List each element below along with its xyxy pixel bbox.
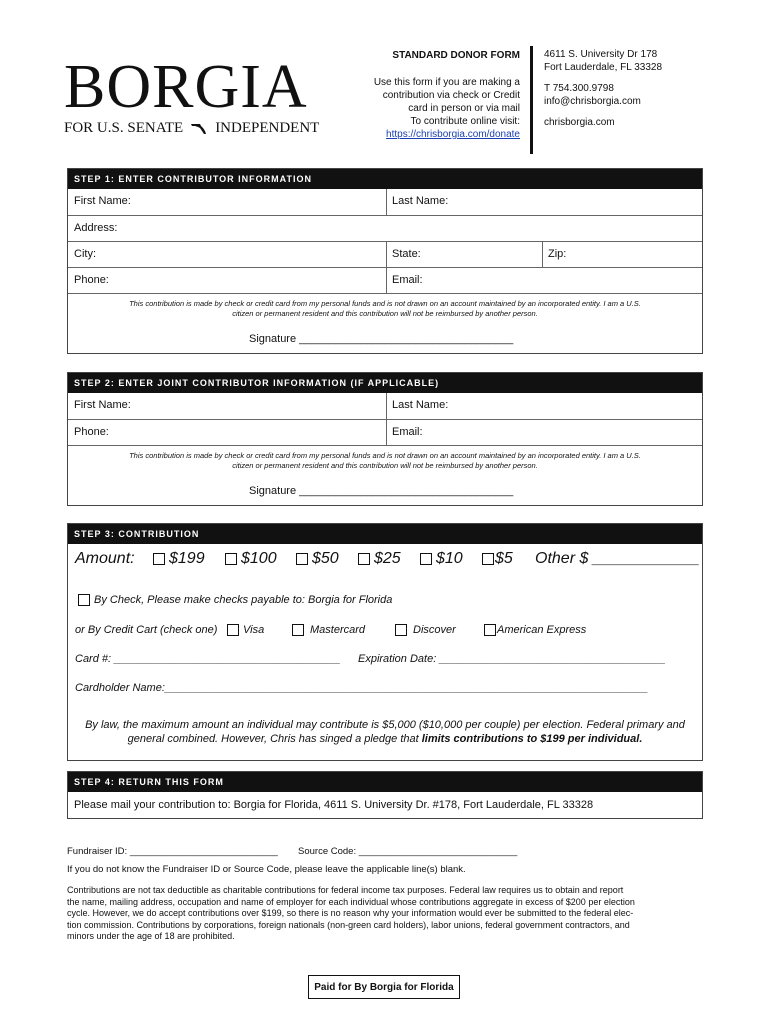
checkbox-icon[interactable] <box>358 553 370 565</box>
step1-title: STEP 1: ENTER CONTRIBUTOR INFORMATION <box>68 169 702 189</box>
other-amount-field[interactable]: Other $ ____________ <box>535 550 700 567</box>
cardholder-field[interactable]: Cardholder Name:_______________________________________________________________________________ <box>75 682 649 694</box>
checkbox-icon[interactable] <box>292 624 304 636</box>
joint-phone-field[interactable]: Phone: <box>68 419 386 445</box>
zip-field[interactable]: Zip: <box>542 241 702 267</box>
checkbox-icon[interactable] <box>395 624 407 636</box>
logo-wordmark: BORGIA <box>64 53 308 121</box>
divider <box>542 241 543 267</box>
amount-value: $199 <box>169 550 205 567</box>
state-field[interactable]: State: <box>386 241 542 267</box>
disclaimer-line: citizen or permanent resident and this contribution will not be reimbursed by another person. <box>232 309 538 318</box>
divider <box>386 241 387 293</box>
address-field[interactable]: Address: <box>68 215 702 241</box>
amount-option-199[interactable] <box>153 550 205 568</box>
mastercard-option[interactable] <box>292 624 365 636</box>
step4-section <box>67 771 703 819</box>
amount-value: $50 <box>312 550 339 567</box>
header-divider <box>530 46 533 154</box>
amount-option-10[interactable] <box>420 550 463 568</box>
desc-line: card in person or via mail <box>408 103 520 114</box>
legal-line: minors under the age of 18 are prohibited. <box>67 931 235 941</box>
blank-note: If you do not know the Fundraiser ID or Source Code, please leave the applicable line(s) blank. <box>67 864 466 875</box>
mail-instructions: Please mail your contribution to: Borgia for Florida, 4611 S. University Dr. #178, Fort Lauderdale, FL 33328 <box>74 799 594 811</box>
logo-independent-text: INDEPENDENT <box>215 120 320 136</box>
step4-title: STEP 4: RETURN THIS FORM <box>68 772 702 792</box>
amount-option-50[interactable] <box>296 550 339 568</box>
desc-line: Use this form if you are making a <box>373 77 520 88</box>
signature-line[interactable]: Signature ___________________________________ <box>249 333 514 345</box>
checkbox-icon[interactable] <box>420 553 432 565</box>
step3-section <box>67 523 703 761</box>
amount-value: $5 <box>495 550 513 567</box>
card-number-field[interactable]: Card #: _____________________________________ <box>75 653 341 665</box>
disclaimer-line: citizen or permanent resident and this contribution will not be reimbursed by another person. <box>232 461 538 470</box>
credit-label: or By Credit Cart (check one) <box>75 624 218 636</box>
divider <box>68 293 702 294</box>
desc-line: contribution via check or Credit <box>382 90 520 101</box>
legal-text <box>67 885 707 943</box>
address-line: Fort Lauderdale, FL 33328 <box>544 62 663 73</box>
phone-text: T 754.300.9798 <box>544 83 614 94</box>
amount-value: $100 <box>241 550 277 567</box>
step1-section <box>67 168 703 354</box>
expiration-field[interactable]: Expiration Date: _____________________________________ <box>358 653 666 665</box>
checkbox-icon[interactable] <box>225 553 237 565</box>
form-description <box>330 76 520 141</box>
law-text: general combined. However, Chris has singed a pledge that <box>127 733 422 745</box>
amount-value: $10 <box>436 550 463 567</box>
disclaimer-line: This contribution is made by check or credit card from my personal funds and is not drawn on an account maintained by an incorporated entity. I am a U.S. <box>129 451 641 460</box>
email-text: info@chrisborgia.com <box>544 96 641 107</box>
city-field[interactable]: City: <box>68 241 386 267</box>
fundraiser-id-field[interactable]: Fundraiser ID: ____________________________ <box>67 846 278 857</box>
joint-signature-line[interactable]: Signature ___________________________________ <box>249 485 514 497</box>
amount-option-5[interactable] <box>482 550 513 568</box>
legal-line: tion commission. Contributions by corporations, foreign nationals (non-green card holders), labor unions, federal government contractors, and <box>67 919 630 930</box>
source-code-field[interactable]: Source Code: ______________________________ <box>298 846 518 857</box>
checkbox-icon[interactable] <box>296 553 308 565</box>
legal-line: the name, mailing address, occupation and name of employer for each individual whose contributions aggregate in excess of $200 per election <box>67 896 635 907</box>
card-label: Mastercard <box>310 624 366 636</box>
form-title: STANDARD DONOR FORM <box>392 50 520 61</box>
borgia-logo <box>64 53 334 137</box>
law-line: By law, the maximum amount an individual may contribute is $5,000 ($10,000 per couple) per election. Federal primary and <box>85 719 685 731</box>
joint-last-name-field[interactable]: Last Name: <box>392 399 449 411</box>
contact-info <box>544 48 662 129</box>
logo-subtitle <box>64 120 334 137</box>
check-option[interactable] <box>78 594 392 606</box>
checkbox-icon[interactable] <box>484 624 496 636</box>
email-field[interactable]: Email: <box>386 267 702 293</box>
limit-emphasis: limits contributions to $199 per individual. <box>421 733 643 745</box>
step3-title: STEP 3: CONTRIBUTION <box>68 524 702 544</box>
checkbox-icon[interactable] <box>482 553 494 565</box>
joint-first-name-field[interactable]: First Name: <box>74 399 131 411</box>
discover-option[interactable] <box>395 624 456 636</box>
florida-icon <box>191 123 207 135</box>
legal-line: Contributions are not tax deductible as charitable contributions for federal income tax purposes. Federal law requires us to obtain and report <box>67 885 624 895</box>
card-label: Discover <box>413 624 456 636</box>
checkbox-icon[interactable] <box>153 553 165 565</box>
address-line: 4611 S. University Dr 178 <box>544 49 658 60</box>
visa-option[interactable] <box>227 624 264 636</box>
disclaimer-text <box>78 451 692 471</box>
desc-line: To contribute online visit: <box>410 116 520 127</box>
checkbox-icon[interactable] <box>78 594 90 606</box>
first-name-field[interactable]: First Name: <box>74 195 131 207</box>
step2-section <box>67 372 703 506</box>
last-name-field[interactable]: Last Name: <box>392 195 449 207</box>
divider <box>386 189 387 215</box>
amount-option-25[interactable] <box>358 550 401 568</box>
donate-link[interactable]: https://chrisborgia.com/donate <box>386 129 520 140</box>
logo-senate-text: FOR U.S. SENATE <box>64 120 184 136</box>
disclaimer-line: This contribution is made by check or credit card from my personal funds and is not drawn on an account maintained by an incorporated entity. I am a U.S. <box>129 299 641 308</box>
legal-line: cycle. However, we do accept contributions over $199, so there is no reason why your information would ever be submitted to the federal elec- <box>67 908 634 918</box>
card-label: American Express <box>497 624 587 636</box>
amex-option[interactable] <box>484 624 586 636</box>
divider <box>386 393 387 445</box>
phone-field[interactable]: Phone: <box>68 267 386 293</box>
law-line <box>72 732 698 746</box>
amount-label: Amount: <box>75 550 135 567</box>
checkbox-icon[interactable] <box>227 624 239 636</box>
disclaimer-text <box>78 299 692 319</box>
amount-option-100[interactable] <box>225 550 277 568</box>
contribution-limit-text <box>72 718 698 746</box>
step2-title: STEP 2: ENTER JOINT CONTRIBUTOR INFORMATION (IF APPLICABLE) <box>68 373 702 393</box>
check-option-label: By Check, Please make checks payable to: Borgia for Florida <box>94 594 393 606</box>
amount-value: $25 <box>374 550 401 567</box>
paid-for-box: Paid for By Borgia for Florida <box>308 975 460 999</box>
joint-email-field[interactable]: Email: <box>386 419 702 445</box>
card-label: Visa <box>243 624 265 636</box>
divider <box>68 445 702 446</box>
website-text: chrisborgia.com <box>544 117 615 128</box>
